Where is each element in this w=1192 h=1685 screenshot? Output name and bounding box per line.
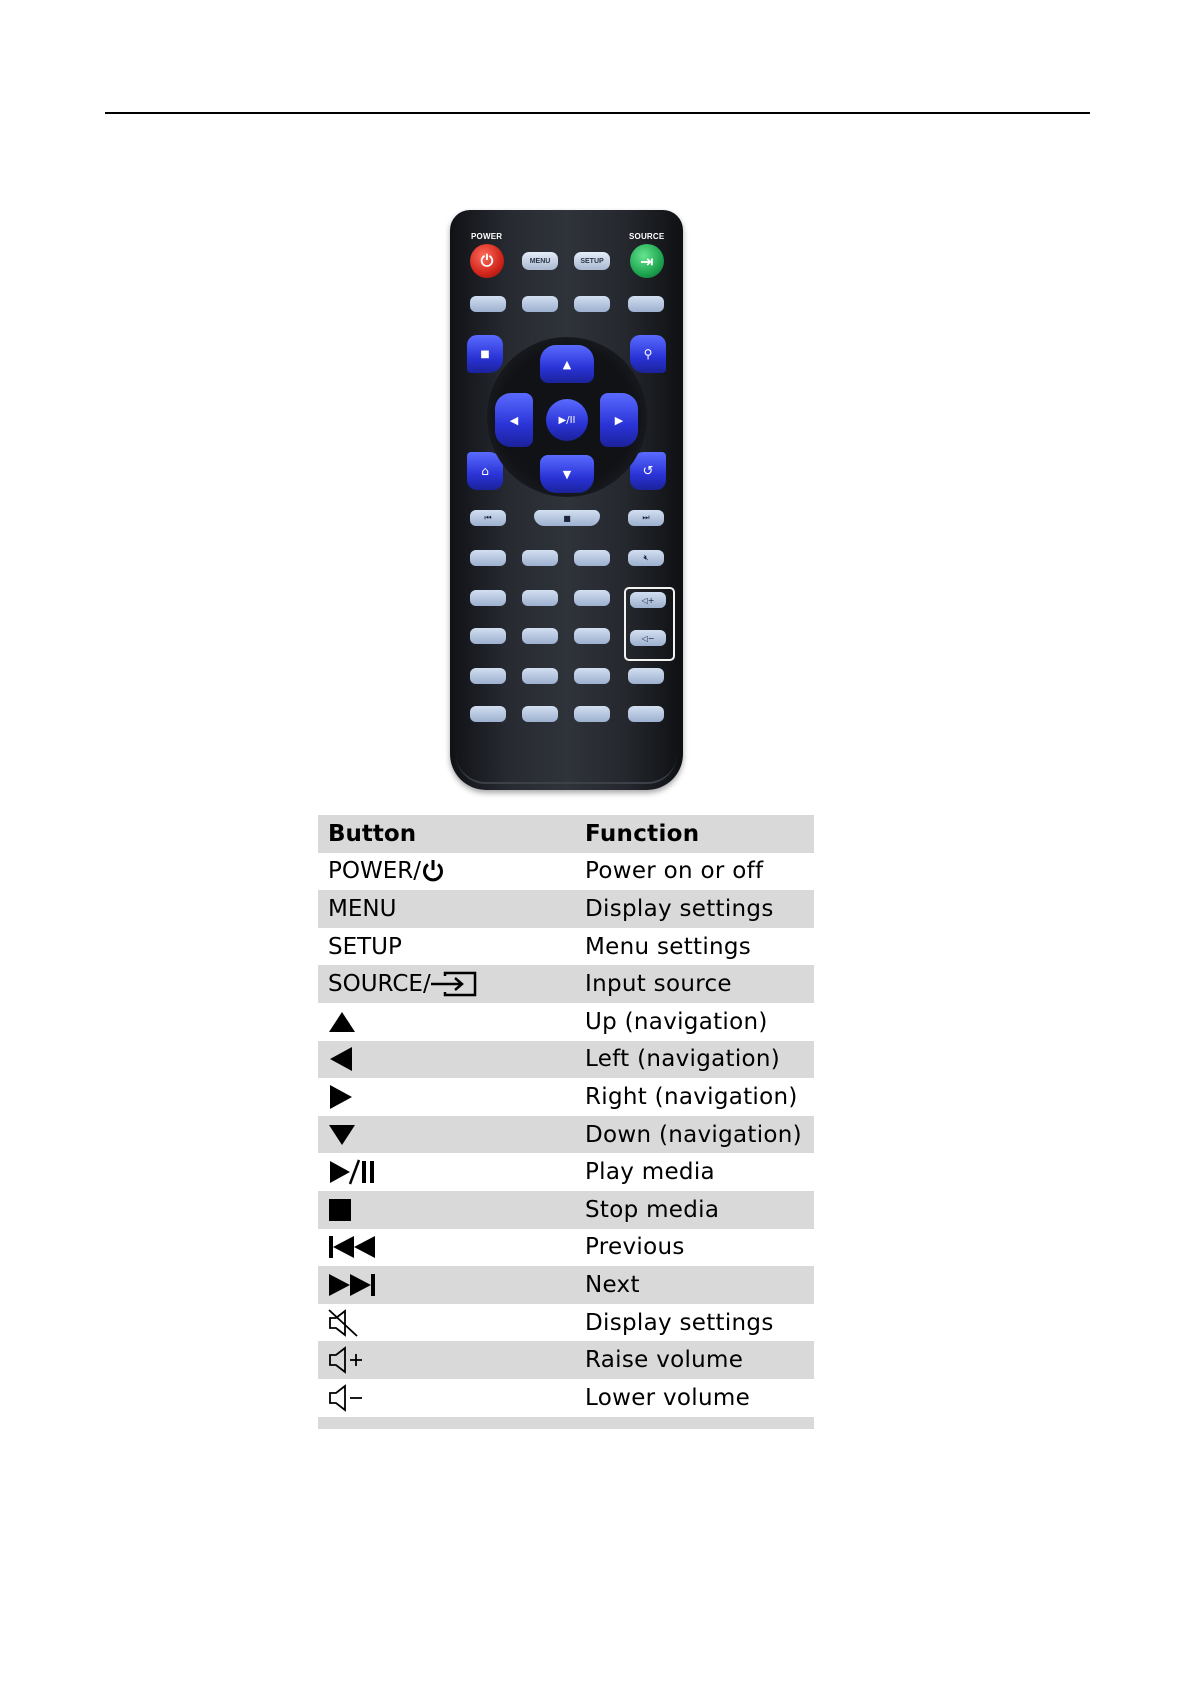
- table-header-row: [318, 815, 814, 853]
- remote-corner-button-top-left: ■: [467, 335, 503, 373]
- function-text: Right (navigation): [585, 1083, 798, 1110]
- header-rule: [105, 112, 1090, 114]
- remote-mute-button: 🔇︎: [628, 550, 664, 566]
- volume-down-icon: [328, 1379, 364, 1417]
- remote-key-button: [574, 590, 610, 606]
- remote-key-button: [522, 628, 558, 644]
- remote-play-pause-button: ▶/II: [546, 399, 588, 441]
- remote-key-button: [470, 706, 506, 722]
- remote-home-button: ⌂: [467, 452, 503, 490]
- power-icon: [421, 859, 445, 883]
- remote-key-button: [470, 550, 506, 566]
- remote-zoom-button: ⚲: [630, 335, 666, 373]
- button-function-table: [318, 815, 814, 1429]
- mute-icon: [328, 1304, 360, 1342]
- function-text: Power on or off: [585, 858, 764, 885]
- function-text: Lower volume: [585, 1384, 751, 1411]
- remote-key-button: [470, 668, 506, 684]
- table-row: [318, 1041, 814, 1079]
- remote-left-button: ◀: [495, 393, 533, 447]
- remote-f4-button: [628, 296, 664, 312]
- column-header-button: Button: [328, 820, 417, 847]
- remote-key-button: [522, 668, 558, 684]
- remote-key-button: [628, 668, 664, 684]
- remote-key-button: [470, 590, 506, 606]
- function-text: Up (navigation): [585, 1008, 768, 1035]
- remote-f2-button: [522, 296, 558, 312]
- function-text: Display settings: [585, 1309, 774, 1336]
- remote-key-button: [522, 706, 558, 722]
- function-text: Down (navigation): [585, 1121, 802, 1148]
- table-row: [318, 1078, 814, 1116]
- remote-up-button: ▲: [540, 345, 594, 383]
- table-row: [318, 1341, 814, 1379]
- table-row: [318, 1229, 814, 1267]
- function-text: Play media: [585, 1159, 715, 1186]
- table-row: [318, 1379, 814, 1417]
- remote-key-button: [628, 706, 664, 722]
- remote-bottom-edge: [456, 752, 677, 784]
- function-text: Left (navigation): [585, 1046, 781, 1073]
- remote-previous-button: ⏮: [470, 510, 506, 526]
- button-name: SETUP: [328, 933, 402, 960]
- table-row: [318, 1003, 814, 1041]
- remote-f3-button: [574, 296, 610, 312]
- up-arrow-icon: [328, 1003, 356, 1041]
- remote-power-button: ⏻: [470, 244, 504, 278]
- remote-key-button: [574, 706, 610, 722]
- table-row: [318, 853, 814, 891]
- table-row: [318, 1304, 814, 1342]
- function-text: Menu settings: [585, 933, 752, 960]
- remote-menu-button: MENU: [522, 252, 558, 270]
- left-arrow-icon: [328, 1041, 354, 1079]
- remote-f1-button: [470, 296, 506, 312]
- table-footer-band: [318, 1417, 814, 1429]
- table-row: [318, 1191, 814, 1229]
- function-text: Raise volume: [585, 1347, 744, 1374]
- remote-volume-down-button: ◁−: [630, 630, 666, 646]
- remote-source-label: SOURCE: [629, 232, 665, 241]
- remote-source-button: ⇥: [630, 244, 664, 278]
- remote-setup-button: SETUP: [574, 252, 610, 270]
- remote-return-button: ↺: [630, 452, 666, 490]
- table-row: [318, 928, 814, 966]
- right-arrow-icon: [328, 1078, 354, 1116]
- remote-volume-up-button: ◁+: [630, 592, 666, 608]
- remote-stop-button: ■: [534, 510, 600, 526]
- table-row: [318, 1153, 814, 1191]
- button-name: SOURCE/: [328, 971, 431, 998]
- function-text: Previous: [585, 1234, 685, 1261]
- remote-key-button: [574, 668, 610, 684]
- table-row: [318, 1116, 814, 1154]
- button-name: MENU: [328, 895, 397, 922]
- column-header-function: Function: [585, 820, 700, 847]
- remote-next-button: ⏭: [628, 510, 664, 526]
- next-icon: [328, 1266, 380, 1304]
- table-row: [318, 965, 814, 1003]
- remote-right-button: ▶: [600, 393, 638, 447]
- function-text: Display settings: [585, 895, 774, 922]
- function-text: Input source: [585, 971, 732, 998]
- table-row: [318, 890, 814, 928]
- remote-control-image: [450, 210, 683, 790]
- stop-icon: [328, 1191, 352, 1229]
- remote-power-label: POWER: [471, 232, 503, 241]
- play-pause-icon: [328, 1153, 378, 1191]
- volume-up-icon: [328, 1341, 364, 1379]
- table-row: [318, 1266, 814, 1304]
- remote-down-button: ▼: [540, 455, 594, 493]
- remote-key-button: [522, 550, 558, 566]
- input-source-icon: [431, 971, 477, 997]
- function-text: Stop media: [585, 1196, 720, 1223]
- remote-volume-highlight-box: [624, 587, 675, 661]
- function-text: Next: [585, 1271, 640, 1298]
- remote-key-button: [574, 628, 610, 644]
- button-name: POWER/: [328, 858, 421, 885]
- previous-icon: [328, 1229, 380, 1267]
- remote-key-button: [522, 590, 558, 606]
- remote-key-button: [574, 550, 610, 566]
- down-arrow-icon: [328, 1116, 356, 1154]
- remote-key-button: [470, 628, 506, 644]
